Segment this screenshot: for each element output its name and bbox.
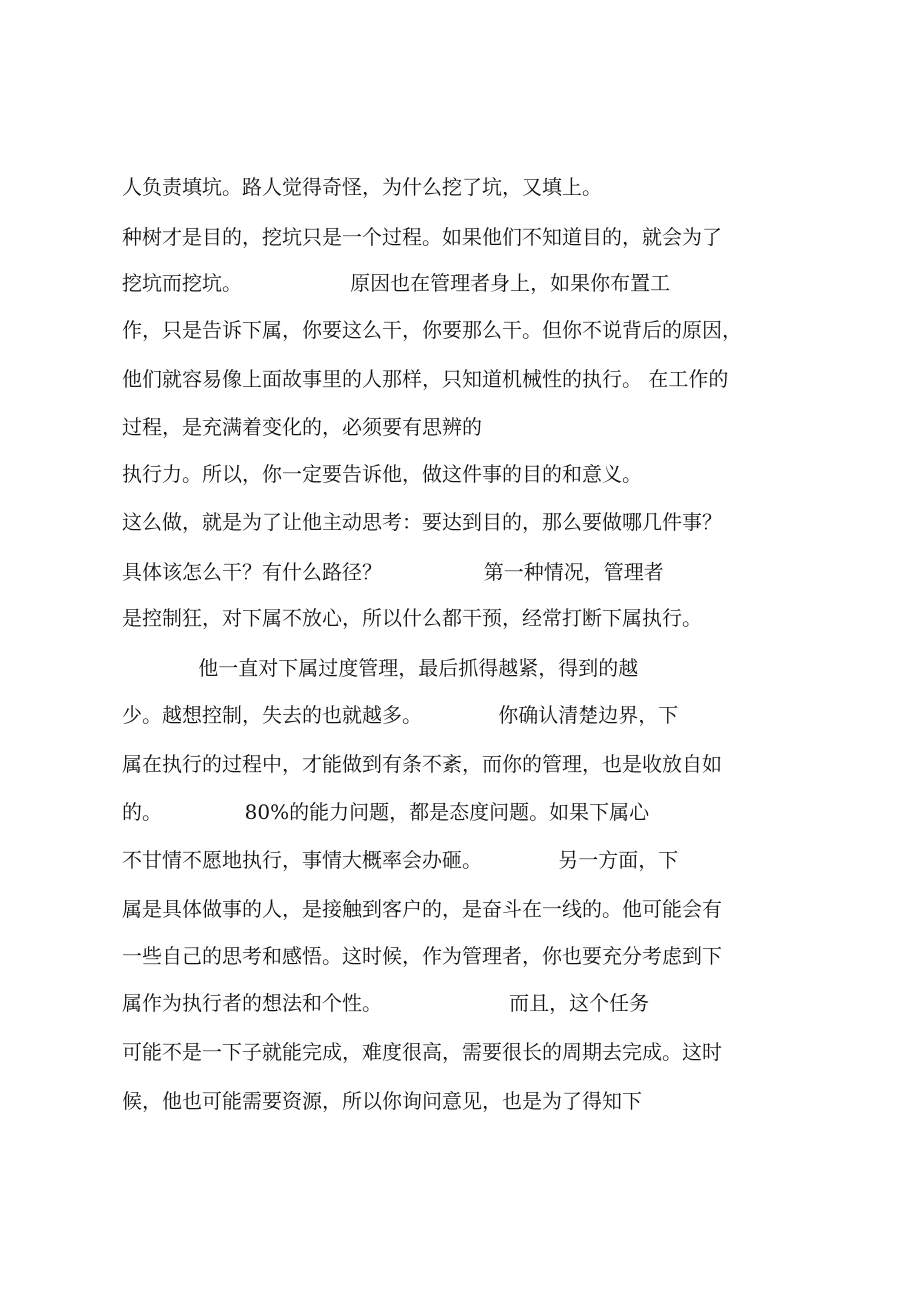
text-line: 执行力。所以，你一定要告诉他，做这件事的目的和意义。 xyxy=(122,462,642,486)
text-line: 作，只是告诉下属，你要这么干，你要那么干。但你不说背后的原因， xyxy=(122,318,742,342)
text-line: 人负责填坑。路人觉得奇怪，为什么挖了坑，又填上。 xyxy=(122,175,602,199)
text-line: 不甘情不愿地执行，事情大概率会办砸。 另一方面，下 xyxy=(122,848,679,872)
text-line: 这么做，就是为了让他主动思考：要达到目的，那么要做哪几件事？ xyxy=(122,510,722,534)
text-line: 的。 80%的能力问题，都是态度问题。如果下属心 xyxy=(122,800,650,824)
text-line: 他们就容易像上面故事里的人那样，只知道机械性的执行。 在工作的 xyxy=(122,367,729,391)
text-line: 属是具体做事的人，是接触到客户的，是奋斗在一线的。他可能会有 xyxy=(122,897,722,921)
text-line: 可能不是一下子就能完成，难度很高，需要很长的周期去完成。这时 xyxy=(122,1040,722,1064)
text-line: 他一直对下属过度管理，最后抓得越紧，得到的越 xyxy=(122,656,639,680)
text-line: 具体该怎么干？有什么路径？ 第一种情况，管理者 xyxy=(122,560,664,584)
text-line: 少。越想控制，失去的也就越多。 你确认清楚边界，下 xyxy=(122,703,679,727)
text-line: 候，他也可能需要资源，所以你询问意见，也是为了得知下 xyxy=(122,1089,642,1113)
text-line: 一些自己的思考和感悟。这时候，作为管理者，你也要充分考虑到下 xyxy=(122,944,722,968)
text-line: 挖坑而挖坑。 原因也在管理者身上，如果你布置工 xyxy=(122,271,671,295)
text-line: 属在执行的过程中，才能做到有条不紊，而你的管理，也是收放自如 xyxy=(122,752,722,776)
text-line: 是控制狂，对下属不放心，所以什么都干预，经常打断下属执行。 xyxy=(122,606,702,630)
text-line: 种树才是目的，挖坑只是一个过程。如果他们不知道目的，就会为了 xyxy=(122,225,722,249)
text-line: 过程，是充满着变化的，必须要有思辨的 xyxy=(122,415,482,439)
text-line: 属作为执行者的想法和个性。 而且，这个任务 xyxy=(122,991,650,1015)
